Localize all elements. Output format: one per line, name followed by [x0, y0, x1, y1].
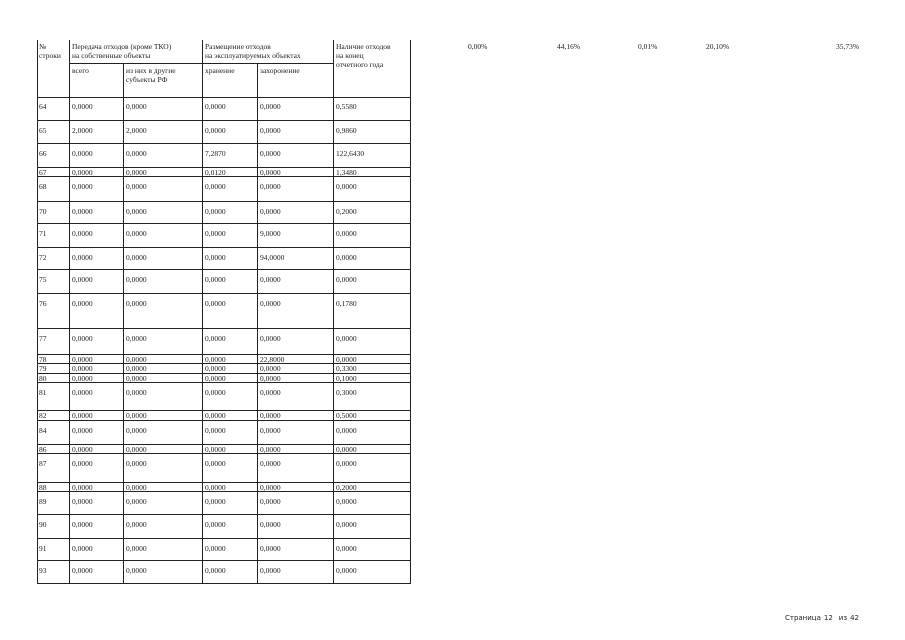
- value-cell: 0,0000: [260, 168, 281, 177]
- value-cell: 0,0000: [205, 275, 226, 284]
- value-cell: 0,0000: [72, 411, 93, 420]
- value-cell: 0,0000: [126, 355, 147, 364]
- row-number-cell: 78: [39, 355, 47, 364]
- table-row: [37, 294, 411, 329]
- table-row: [37, 515, 411, 539]
- value-cell: 0,0000: [260, 411, 281, 420]
- row-number-cell: 64: [39, 102, 47, 111]
- row-number-cell: 68: [39, 182, 47, 191]
- value-cell: 0,0000: [126, 497, 147, 506]
- value-cell: 0,0000: [205, 411, 226, 420]
- value-cell: 0,0000: [72, 483, 93, 492]
- value-cell: 0,0000: [205, 355, 226, 364]
- value-cell: 0,0000: [205, 544, 226, 553]
- value-cell: 0,0000: [260, 334, 281, 343]
- value-cell: 0,0000: [126, 207, 147, 216]
- value-cell: 0,0000: [336, 520, 357, 529]
- value-cell: 2,0000: [126, 126, 147, 135]
- value-cell: 0,9860: [336, 126, 357, 135]
- value-cell: 0,0000: [72, 207, 93, 216]
- row-number-cell: 79: [39, 364, 47, 373]
- header-subline: [69, 63, 333, 64]
- value-cell: 0,0000: [336, 253, 357, 262]
- value-cell: 0,0000: [72, 275, 93, 284]
- value-cell: 0,0000: [260, 182, 281, 191]
- value-cell: 0,0000: [260, 544, 281, 553]
- value-cell: 0,0000: [336, 229, 357, 238]
- value-cell: 0,0000: [72, 355, 93, 364]
- table-row: [37, 121, 411, 144]
- value-cell: 0,0000: [72, 364, 93, 373]
- value-cell: 0,0000: [126, 168, 147, 177]
- value-cell: 0,0000: [72, 566, 93, 575]
- value-cell: 0,0000: [336, 445, 357, 454]
- value-cell: 0,0000: [72, 426, 93, 435]
- header-transfer-other-regions: из них в другие субъекты РФ: [126, 66, 176, 84]
- value-cell: 0,0000: [260, 364, 281, 373]
- value-cell: 0,0000: [205, 566, 226, 575]
- header-row-number: № строки: [39, 42, 61, 60]
- value-cell: 0,0000: [205, 497, 226, 506]
- row-number-cell: 65: [39, 126, 47, 135]
- value-cell: 7,2870: [205, 149, 226, 158]
- table-row: [37, 492, 411, 515]
- value-cell: 0,0000: [336, 459, 357, 468]
- value-cell: 0,0000: [336, 275, 357, 284]
- table-row: [37, 248, 411, 270]
- table-row: [37, 364, 411, 374]
- value-cell: 0,0000: [260, 126, 281, 135]
- table-row: [37, 445, 411, 454]
- row-number-cell: 75: [39, 275, 47, 284]
- value-cell: 0,0000: [205, 102, 226, 111]
- value-cell: 0,0000: [260, 426, 281, 435]
- table-row: [37, 421, 411, 445]
- table-row: [37, 374, 411, 383]
- row-number-cell: 70: [39, 207, 47, 216]
- value-cell: 0,0000: [205, 388, 226, 397]
- table-row: [37, 270, 411, 294]
- value-cell: 0,0000: [336, 497, 357, 506]
- row-number-cell: 91: [39, 544, 47, 553]
- row-number-cell: 88: [39, 483, 47, 492]
- header-placement: Размещение отходов на эксплуатируемых объектах: [205, 42, 301, 60]
- value-cell: 0,0000: [260, 520, 281, 529]
- value-cell: 0,0000: [205, 126, 226, 135]
- row-number-cell: 90: [39, 520, 47, 529]
- row-number-cell: 81: [39, 388, 47, 397]
- header-transfer-total: всего: [72, 66, 89, 75]
- row-number-cell: 87: [39, 459, 47, 468]
- page-current: 12: [823, 614, 833, 622]
- value-cell: 0,3300: [336, 364, 357, 373]
- table-row: [37, 329, 411, 355]
- value-cell: 0,0000: [126, 364, 147, 373]
- value-cell: 0,2000: [336, 483, 357, 492]
- value-cell: 0,0000: [72, 520, 93, 529]
- header-placement-storage: хранение: [205, 66, 235, 75]
- row-number-cell: 89: [39, 497, 47, 506]
- value-cell: 2,0000: [72, 126, 93, 135]
- value-cell: 0,0000: [260, 275, 281, 284]
- value-cell: 0,0000: [205, 253, 226, 262]
- value-cell: 0,0000: [205, 207, 226, 216]
- value-cell: 0,0000: [336, 566, 357, 575]
- value-cell: 0,5580: [336, 102, 357, 111]
- value-cell: 0,0120: [205, 168, 226, 177]
- value-cell: 0,0000: [126, 388, 147, 397]
- row-number-cell: 67: [39, 168, 47, 177]
- value-cell: 122,6430: [336, 149, 365, 158]
- value-cell: 0,0000: [72, 374, 93, 383]
- value-cell: 0,0000: [72, 459, 93, 468]
- value-cell: 0,0000: [126, 483, 147, 492]
- value-cell: 0,0000: [205, 520, 226, 529]
- value-cell: 9,0000: [260, 229, 281, 238]
- percentage-value: 44,16%: [557, 42, 581, 51]
- value-cell: 0,0000: [205, 426, 226, 435]
- table-row: [37, 483, 411, 492]
- value-cell: 94,0000: [260, 253, 285, 262]
- value-cell: 0,0000: [205, 445, 226, 454]
- value-cell: 0,0000: [205, 483, 226, 492]
- page-counter: [785, 614, 862, 622]
- header-placement-burial: захоронение: [260, 66, 300, 75]
- table-row: [37, 561, 411, 584]
- value-cell: 0,0000: [336, 355, 357, 364]
- value-cell: 0,0000: [205, 334, 226, 343]
- row-number-cell: 77: [39, 334, 47, 343]
- row-number-cell: 93: [39, 566, 47, 575]
- row-number-cell: 86: [39, 445, 47, 454]
- value-cell: 1,3480: [336, 168, 357, 177]
- row-number-cell: 84: [39, 426, 47, 435]
- value-cell: 0,0000: [72, 544, 93, 553]
- value-cell: 0,0000: [126, 229, 147, 238]
- value-cell: 0,0000: [260, 102, 281, 111]
- value-cell: 0,0000: [126, 374, 147, 383]
- header-balance: Наличие отходов на конец отчетного года: [336, 42, 391, 69]
- value-cell: 0,0000: [72, 445, 93, 454]
- value-cell: 0,0000: [260, 388, 281, 397]
- value-cell: 0,0000: [126, 149, 147, 158]
- value-cell: 0,0000: [126, 445, 147, 454]
- value-cell: 0,0000: [72, 253, 93, 262]
- percentage-value: 35,73%: [836, 42, 860, 51]
- value-cell: 0,1000: [336, 374, 357, 383]
- table-row: [37, 383, 411, 411]
- value-cell: 0,5000: [336, 411, 357, 420]
- value-cell: 0,0000: [72, 168, 93, 177]
- table-row: [37, 97, 411, 121]
- value-cell: 0,0000: [336, 426, 357, 435]
- row-number-cell: 76: [39, 299, 47, 308]
- row-number-cell: 71: [39, 229, 47, 238]
- value-cell: 0,0000: [72, 334, 93, 343]
- value-cell: 0,0000: [72, 102, 93, 111]
- value-cell: 0,0000: [126, 102, 147, 111]
- value-cell: 0,3000: [336, 388, 357, 397]
- value-cell: 0,0000: [260, 497, 281, 506]
- value-cell: 0,0000: [205, 459, 226, 468]
- value-cell: 0,0000: [126, 411, 147, 420]
- value-cell: 0,0000: [336, 544, 357, 553]
- percentage-value: 0,00%: [468, 42, 488, 51]
- value-cell: 0,0000: [126, 253, 147, 262]
- value-cell: 0,0000: [72, 149, 93, 158]
- row-number-cell: 66: [39, 149, 47, 158]
- value-cell: 0,0000: [260, 566, 281, 575]
- table-row: [37, 411, 411, 421]
- value-cell: 0,0000: [205, 229, 226, 238]
- page-total: 42: [850, 614, 859, 622]
- value-cell: 0,0000: [260, 483, 281, 492]
- value-cell: 0,0000: [72, 182, 93, 191]
- of-word: из: [838, 614, 848, 622]
- value-cell: 0,0000: [126, 520, 147, 529]
- page-word: Страница: [784, 614, 821, 622]
- percentage-value: 20,10%: [706, 42, 730, 51]
- value-cell: 0,0000: [126, 426, 147, 435]
- value-cell: 0,0000: [260, 299, 281, 308]
- value-cell: 22,8000: [260, 355, 285, 364]
- header-transfer: Передача отходов (кроме ТКО) на собственные объекты: [72, 42, 172, 60]
- value-cell: 0,0000: [205, 374, 226, 383]
- table-row: [37, 539, 411, 561]
- value-cell: 0,0000: [336, 182, 357, 191]
- value-cell: 0,0000: [336, 334, 357, 343]
- value-cell: 0,0000: [260, 445, 281, 454]
- value-cell: 0,0000: [72, 229, 93, 238]
- value-cell: 0,0000: [126, 459, 147, 468]
- value-cell: 0,0000: [205, 364, 226, 373]
- value-cell: 0,0000: [126, 334, 147, 343]
- table-row: [37, 202, 411, 224]
- value-cell: 0,0000: [260, 207, 281, 216]
- value-cell: 0,2000: [336, 207, 357, 216]
- value-cell: 0,0000: [126, 182, 147, 191]
- value-cell: 0,0000: [72, 299, 93, 308]
- value-cell: 0,0000: [72, 388, 93, 397]
- row-number-cell: 80: [39, 374, 47, 383]
- value-cell: 0,0000: [260, 149, 281, 158]
- table-row: [37, 224, 411, 248]
- row-number-cell: 72: [39, 253, 47, 262]
- value-cell: 0,0000: [260, 459, 281, 468]
- row-number-cell: 82: [39, 411, 47, 420]
- value-cell: 0,0000: [205, 299, 226, 308]
- value-cell: 0,0000: [72, 497, 93, 506]
- value-cell: 0,0000: [126, 275, 147, 284]
- value-cell: 0,1780: [336, 299, 357, 308]
- table-row: [37, 454, 411, 483]
- table-row: [37, 355, 411, 364]
- value-cell: 0,0000: [126, 544, 147, 553]
- table-row: [37, 168, 411, 177]
- value-cell: 0,0000: [126, 299, 147, 308]
- value-cell: 0,0000: [126, 566, 147, 575]
- percentage-value: 0,01%: [638, 42, 658, 51]
- table-row: [37, 177, 411, 202]
- value-cell: 0,0000: [205, 182, 226, 191]
- value-cell: 0,0000: [260, 374, 281, 383]
- table-row: [37, 144, 411, 168]
- waste-table: [37, 40, 411, 584]
